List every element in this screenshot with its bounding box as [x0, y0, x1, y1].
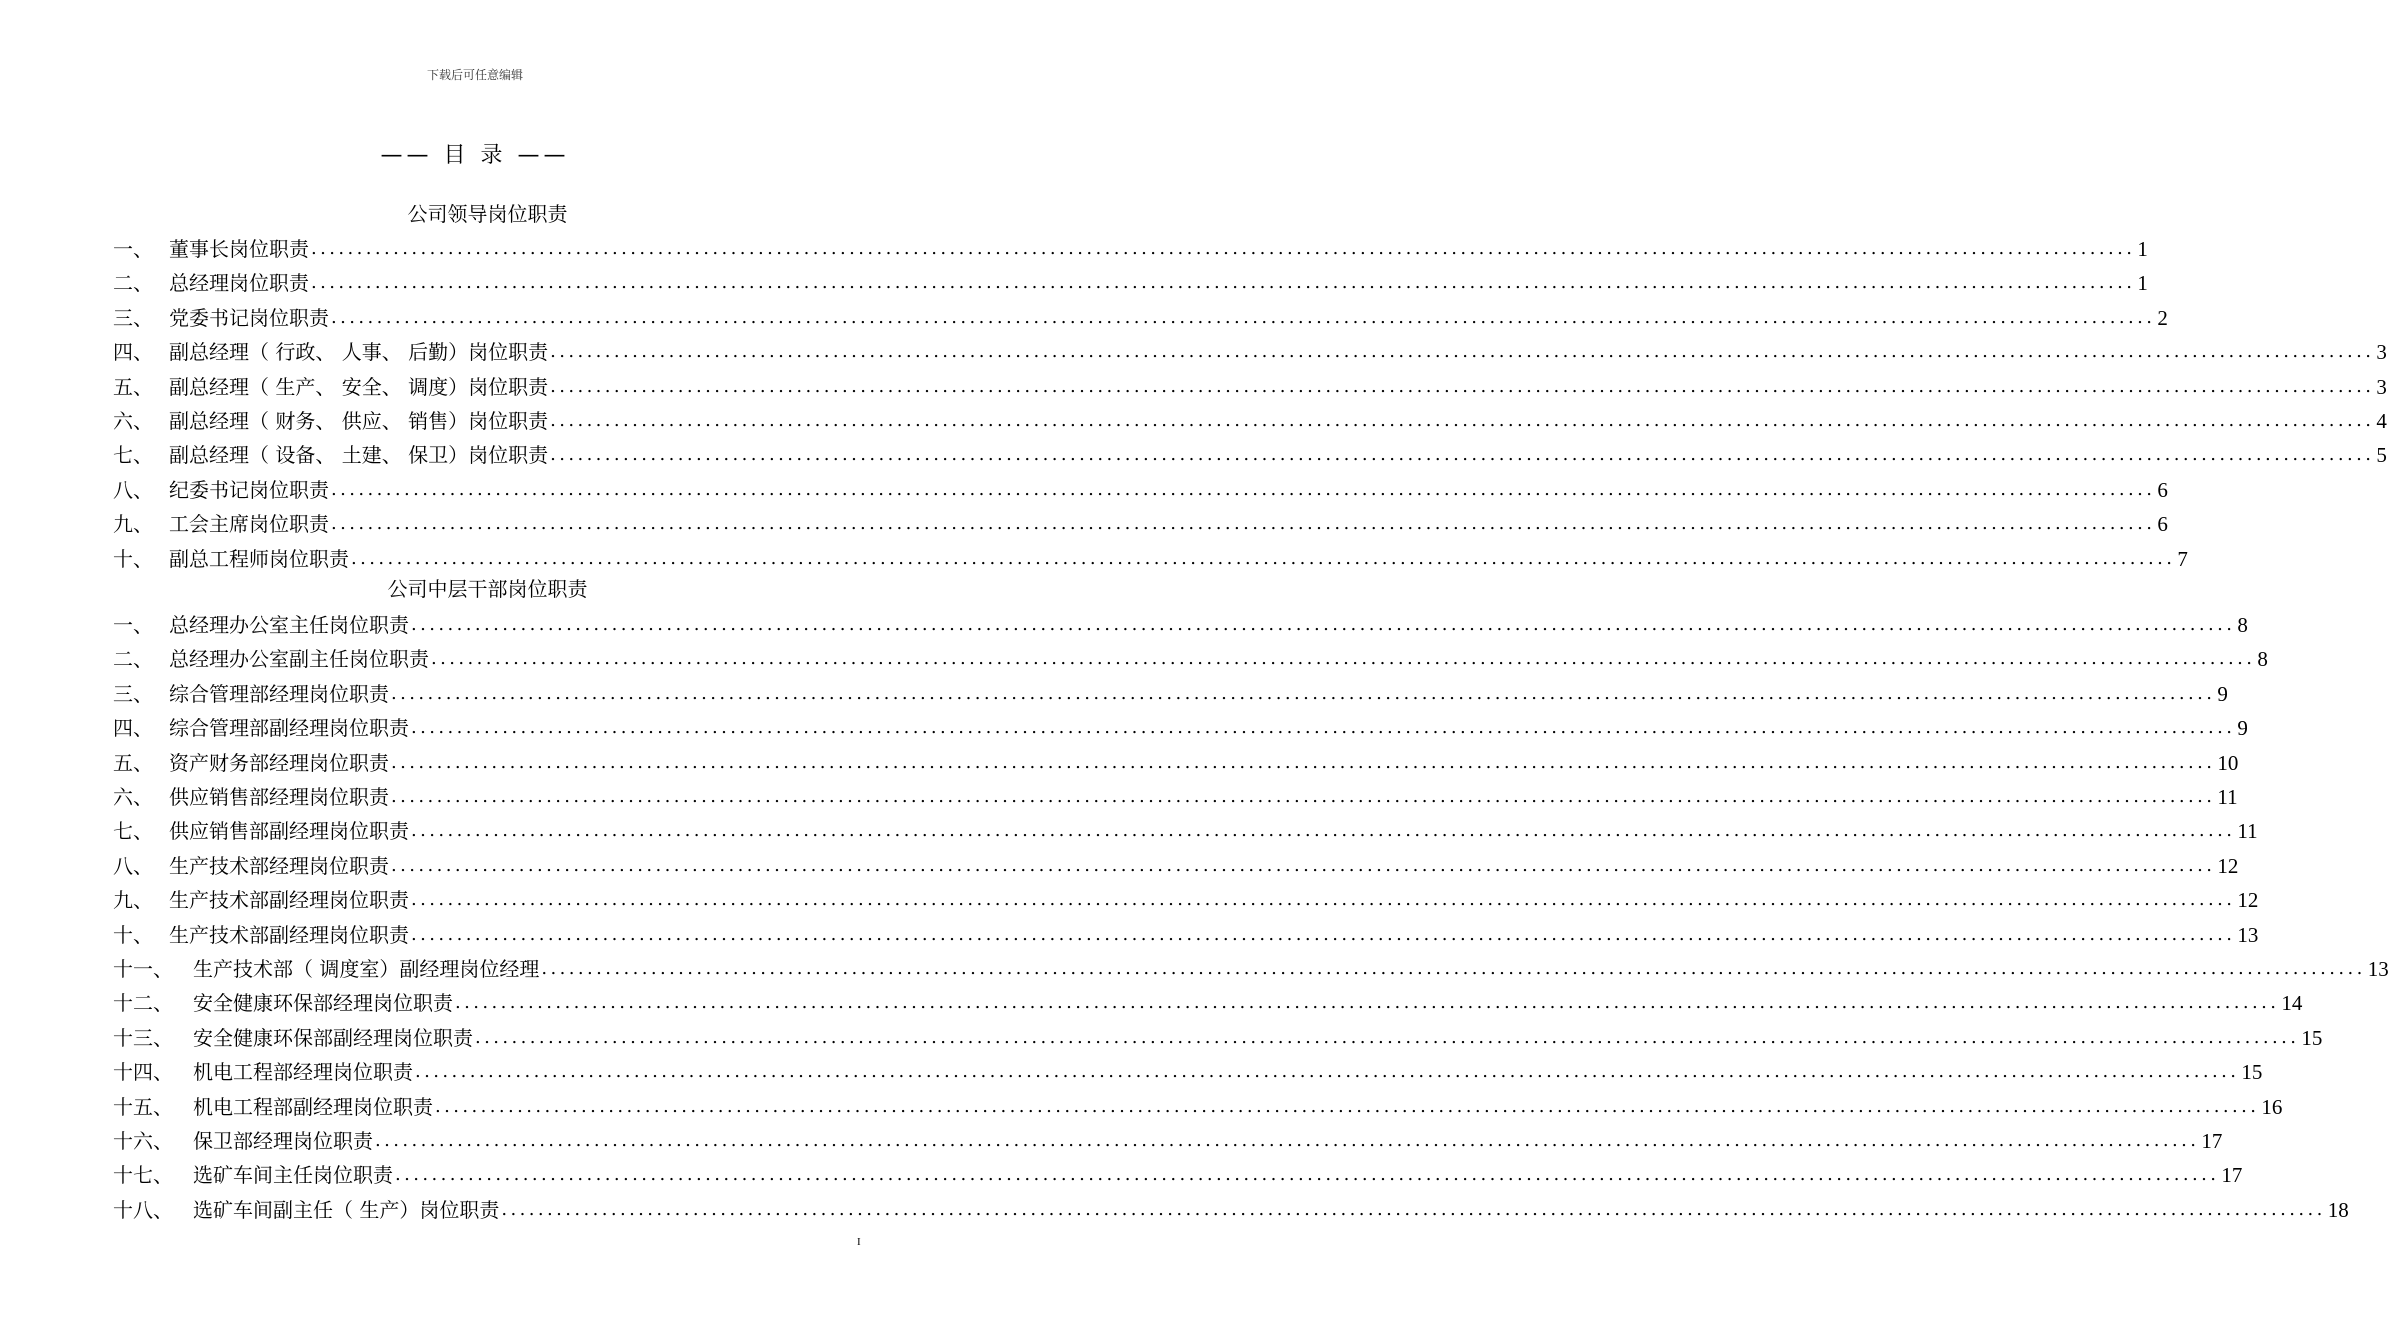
toc-entry-page: 11 [2237, 819, 2258, 844]
toc-entry-label: 总经理办公室副主任岗位职责 [169, 647, 429, 672]
toc-entry[interactable] [113, 814, 2258, 844]
toc-entry-number: 七、 [113, 819, 153, 844]
toc-leader-dots: ........................................................................................................................................................................................................ [391, 786, 2216, 807]
toc-entry-label: 纪委书记岗位职责 [169, 477, 329, 502]
toc-leader-dots: ........................................................................................................................................................................................................ [455, 992, 2280, 1014]
toc-leader-dots: ........................................................................................................................................................................................................ [375, 1130, 2200, 1151]
toc-entry-page: 6 [2157, 512, 2168, 537]
toc-entry-label: 综合管理部经理岗位职责 [169, 681, 389, 706]
toc-entry-number: 十四、 [113, 1060, 173, 1085]
toc-leader-dots: ........................................................................................................................................................................................................ [501, 1198, 2326, 1220]
toc-entry[interactable] [113, 335, 2387, 365]
toc-entry-page: 10 [2217, 750, 2239, 775]
toc-entry[interactable] [113, 1124, 2223, 1154]
toc-leader-dots: ........................................................................................................................................................................................................ [391, 682, 2216, 704]
toc-title: —— 目 录 —— [380, 143, 570, 168]
toc-leader-dots: ........................................................................................................................................................................................................ [411, 614, 2236, 635]
toc-leader-dots: ........................................................................................................................................................................................................ [411, 717, 2236, 739]
toc-entry-number: 三、 [113, 681, 153, 706]
toc-leader-dots: ........................................................................................................................................................................................................ [435, 1095, 2260, 1117]
toc-entry-page: 16 [2261, 1094, 2283, 1119]
toc-entry-label: 总经理岗位职责 [169, 271, 309, 296]
toc-entry-label: 供应销售部副经理岗位职责 [169, 819, 409, 844]
toc-entry[interactable] [113, 883, 2259, 913]
toc-leader-dots: ........................................................................................................................................................................................................ [331, 306, 2156, 328]
toc-entry-label: 综合管理部副经理岗位职责 [169, 716, 409, 741]
toc-entry-label: 工会主席岗位职责 [169, 512, 329, 537]
toc-entry-label: 副总经理（ 生产、 安全、 调度）岗位职责 [169, 374, 549, 399]
toc-entry-label: 副总工程师岗位职责 [169, 546, 349, 571]
toc-entry-label: 总经理办公室主任岗位职责 [169, 613, 409, 637]
toc-entry-label: 安全健康环保部经理岗位职责 [193, 991, 453, 1016]
toc-entry-label: 生产技术部经理岗位职责 [169, 853, 389, 878]
toc-entry-number: 六、 [113, 785, 153, 809]
toc-entry-number: 六、 [113, 409, 153, 433]
toc-entry-number: 九、 [113, 512, 153, 537]
page-number: I [857, 1236, 861, 1248]
toc-entry[interactable] [113, 438, 2387, 468]
toc-entry-number: 二、 [113, 647, 153, 672]
toc-entry-label: 董事长岗位职责 [169, 237, 309, 261]
toc-leader-dots: ........................................................................................................................................................................................................ [475, 1026, 2300, 1048]
toc-entry-page: 3 [2376, 340, 2387, 365]
toc-entry-page: 1 [2137, 271, 2148, 296]
toc-entry-page: 15 [2301, 1025, 2323, 1050]
toc-entry[interactable] [113, 952, 2389, 982]
toc-entry[interactable] [113, 404, 2387, 434]
toc-leader-dots: ........................................................................................................................................................................................................ [331, 478, 2156, 500]
toc-entry-label: 生产技术部副经理岗位职责 [169, 888, 409, 913]
toc-entry-page: 3 [2376, 374, 2387, 399]
toc-entry[interactable] [113, 1193, 2349, 1223]
toc-entry[interactable] [113, 1055, 2263, 1085]
toc-entry-label: 保卫部经理岗位职责 [193, 1129, 373, 1153]
toc-entry-number: 十一、 [113, 957, 173, 981]
toc-leader-dots: ........................................................................................................................................................................................................ [550, 375, 2375, 397]
toc-entry-label: 副总经理（ 行政、 人事、 后勤）岗位职责 [169, 340, 549, 365]
toc-leader-dots: ........................................................................................................................................................................................................ [411, 820, 2236, 842]
toc-leader-dots: ........................................................................................................................................................................................................ [550, 410, 2375, 431]
toc-leader-dots: ........................................................................................................................................................................................................ [395, 1164, 2220, 1186]
toc-entry-number: 十、 [113, 922, 153, 947]
toc-entry-number: 二、 [113, 271, 153, 296]
toc-entry-page: 14 [2281, 991, 2303, 1016]
toc-leader-dots: ........................................................................................................................................................................................................ [411, 889, 2236, 911]
toc-entry-number: 八、 [113, 477, 153, 502]
toc-entry-number: 五、 [113, 750, 153, 775]
toc-entry-page: 6 [2157, 477, 2168, 502]
toc-entry[interactable] [113, 746, 2239, 776]
toc-entry[interactable] [113, 1090, 2283, 1120]
toc-entry-number: 四、 [113, 340, 153, 365]
toc-leader-dots: ........................................................................................................................................................................................................ [431, 648, 2256, 670]
toc-entry-label: 供应销售部经理岗位职责 [169, 785, 389, 809]
toc-entry-number: 十八、 [113, 1197, 173, 1222]
toc-entry[interactable] [113, 642, 2268, 672]
toc-leader-dots: ........................................................................................................................................................................................................ [311, 272, 2136, 294]
toc-entry-number: 十二、 [113, 991, 173, 1016]
toc-entry-label: 副总经理（ 财务、 供应、 销售）岗位职责 [169, 409, 549, 433]
toc-entry-label: 资产财务部经理岗位职责 [169, 750, 389, 775]
toc-entry[interactable] [113, 266, 2148, 296]
toc-entry-page: 8 [2237, 613, 2248, 637]
toc-entry-page: 13 [2367, 957, 2389, 981]
toc-leader-dots: ........................................................................................................................................................................................................ [550, 341, 2375, 363]
toc-entry-page: 9 [2217, 681, 2228, 706]
toc-entry-number: 三、 [113, 305, 153, 330]
toc-entry[interactable] [113, 780, 2238, 810]
header-note: 下载后可任意编辑 [426, 68, 523, 82]
toc-entry-page: 4 [2376, 409, 2387, 433]
toc-entry-label: 安全健康环保部副经理岗位职责 [193, 1025, 473, 1050]
toc-entry-label: 生产技术部副经理岗位职责 [169, 922, 409, 947]
toc-entry-page: 11 [2217, 785, 2238, 809]
toc-entry-number: 八、 [113, 853, 153, 878]
toc-entry-page: 18 [2327, 1197, 2349, 1222]
toc-entry[interactable] [113, 608, 2248, 638]
toc-entry[interactable] [113, 986, 2303, 1016]
toc-entry-number: 五、 [113, 374, 153, 399]
toc-entry-label: 选矿车间主任岗位职责 [193, 1163, 393, 1188]
toc-entry-label: 机电工程部副经理岗位职责 [193, 1094, 433, 1119]
toc-entry-page: 5 [2376, 443, 2387, 468]
toc-entry[interactable] [113, 918, 2259, 948]
toc-leader-dots: ........................................................................................................................................................................................................ [411, 923, 2236, 945]
toc-entry-number: 十六、 [113, 1129, 173, 1153]
toc-entry-page: 9 [2237, 716, 2248, 741]
section-title: 公司领导岗位职责 [407, 202, 568, 226]
toc-entry-page: 2 [2157, 305, 2168, 330]
toc-entry[interactable] [113, 473, 2168, 503]
toc-entry[interactable] [113, 370, 2387, 400]
toc-entry-number: 一、 [113, 237, 153, 261]
toc-entry-page: 15 [2241, 1060, 2263, 1085]
toc-entry[interactable] [113, 542, 2188, 572]
toc-entry-number: 十七、 [113, 1163, 173, 1188]
toc-entry-label: 副总经理（ 设备、 土建、 保卫）岗位职责 [169, 443, 549, 468]
toc-leader-dots: ........................................................................................................................................................................................................ [541, 958, 2366, 979]
toc-entry-label: 生产技术部（ 调度室）副经理岗位经理 [193, 957, 540, 981]
toc-leader-dots: ........................................................................................................................................................................................................ [331, 513, 2156, 535]
toc-entry-number: 十五、 [113, 1094, 173, 1119]
toc-entry[interactable] [113, 507, 2168, 537]
toc-leader-dots: ........................................................................................................................................................................................................ [550, 444, 2375, 466]
toc-leader-dots: ........................................................................................................................................................................................................ [351, 547, 2176, 569]
toc-leader-dots: ........................................................................................................................................................................................................ [415, 1061, 2240, 1083]
toc-leader-dots: ........................................................................................................................................................................................................ [391, 751, 2216, 773]
toc-entry[interactable] [113, 711, 2248, 741]
toc-entry-page: 17 [2201, 1129, 2223, 1153]
toc-entry-page: 7 [2177, 546, 2188, 571]
toc-entry[interactable] [113, 301, 2168, 331]
toc-entry-number: 十三、 [113, 1025, 173, 1050]
section-title: 公司中层干部岗位职责 [387, 577, 588, 601]
toc-entry-number: 九、 [113, 888, 153, 913]
toc-entry-page: 12 [2237, 888, 2259, 913]
toc-entry-number: 十、 [113, 546, 153, 571]
toc-entry-page: 13 [2237, 922, 2259, 947]
toc-entry[interactable] [113, 849, 2239, 879]
toc-entry-label: 机电工程部经理岗位职责 [193, 1060, 413, 1085]
toc-entry[interactable] [113, 1158, 2243, 1188]
toc-entry-page: 1 [2137, 237, 2148, 261]
toc-entry-number: 一、 [113, 613, 153, 637]
toc-entry-page: 17 [2221, 1163, 2243, 1188]
toc-entry[interactable] [113, 677, 2228, 707]
toc-entry-number: 四、 [113, 716, 153, 741]
toc-entry-label: 选矿车间副主任（ 生产）岗位职责 [193, 1197, 500, 1222]
toc-entry-page: 8 [2257, 647, 2268, 672]
toc-entry-page: 12 [2217, 853, 2239, 878]
toc-entry[interactable] [113, 232, 2148, 262]
toc-leader-dots: ........................................................................................................................................................................................................ [391, 854, 2216, 876]
toc-entry-label: 党委书记岗位职责 [169, 305, 329, 330]
toc-leader-dots: ........................................................................................................................................................................................................ [311, 238, 2136, 259]
toc-entry-number: 七、 [113, 443, 153, 468]
toc-entry[interactable] [113, 1021, 2323, 1051]
